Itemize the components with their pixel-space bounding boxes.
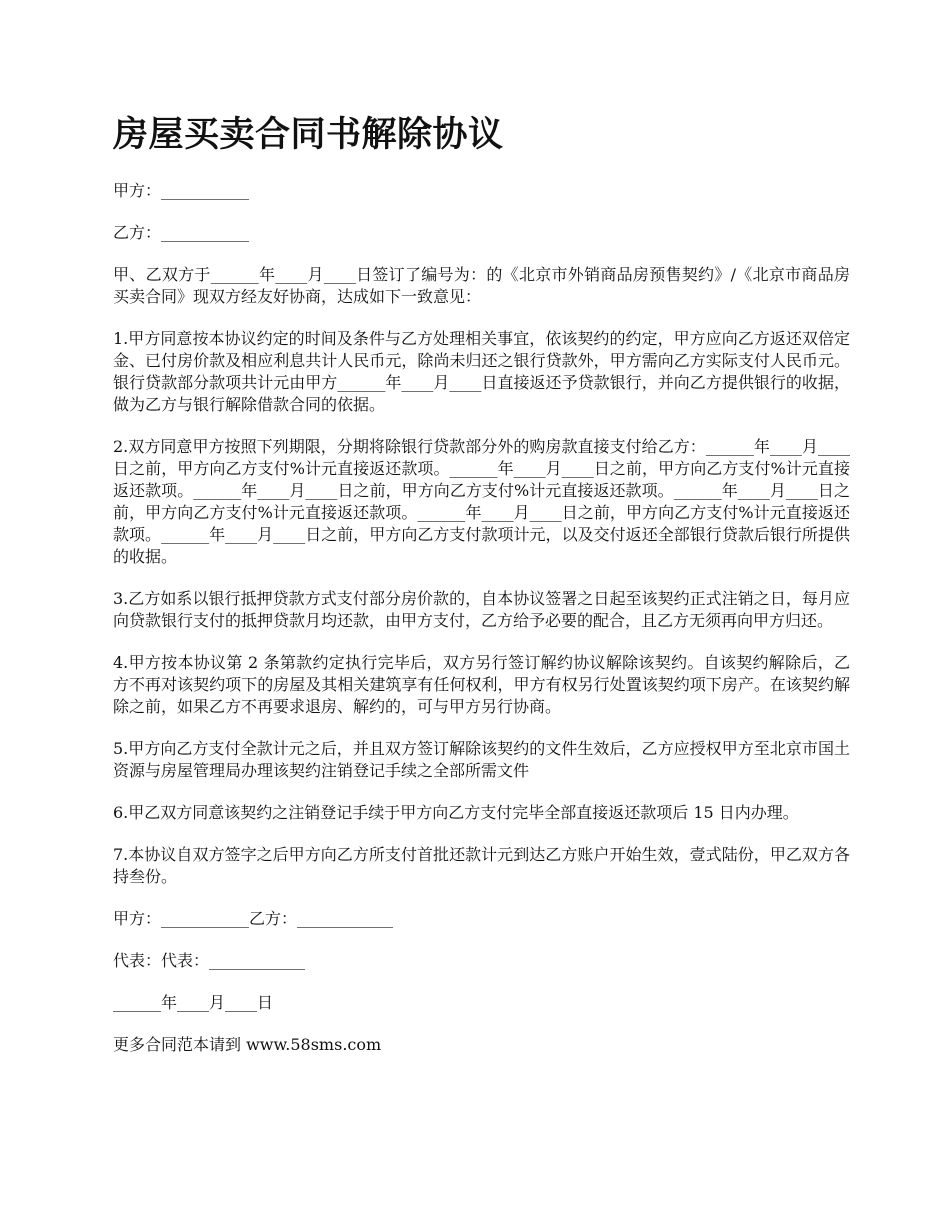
clause-1: 1.甲方同意按本协议约定的时间及条件与乙方处理相关事宜，依该契约的约定，甲方应向乙方返还双倍定金、已付房价款及相应利息共计人民币元，除尚未归还之银行贷款外，甲方需向乙方实际支付人民币元。银行贷款部分款项共计元由甲方______年____月____日直接返还予贷款银行，并向乙方提供银行的收据，做为乙方与银行解除借款合同的依据。 <box>113 329 850 414</box>
document-title: 房屋买卖合同书解除协议 <box>113 115 504 155</box>
intro-paragraph: 甲、乙双方于______年____月____日签订了编号为：的《北京市外销商品房预售契约》/《北京市商品房买卖合同》现双方经友好协商，达成如下一致意见： <box>113 265 850 306</box>
document-page <box>113 100 850 1076</box>
party-a-line: 甲方：___________ <box>113 181 250 200</box>
representative-line: 代表：代表：____________ <box>113 951 306 970</box>
clause-4: 4.甲方按本协议第 2 条第款约定执行完毕后，双方另行签订解约协议解除该契约。自该契约解除后，乙方不再对该契约项下的房屋及其相关建筑享有任何权利，甲方有权另行处置该契约项下房产。在该契约解除之前，如果乙方不再要求退房、解约的，可与甲方另行协商。 <box>113 653 850 716</box>
clause-5: 5.甲方向乙方支付全款计元之后，并且双方签订解除该契约的文件生效后，乙方应授权甲方至北京市国土资源与房屋管理局办理该契约注销登记手续之全部所需文件 <box>113 739 850 780</box>
party-b-line: 乙方：___________ <box>113 223 250 242</box>
clause-6: 6.甲乙双方同意该契约之注销登记手续于甲方向乙方支付完毕全部直接返还款项后 15 日内办理。 <box>113 803 799 822</box>
footer-link-text: 更多合同范本请到 www.58sms.com <box>113 1035 382 1054</box>
clause-7: 7.本协议自双方签字之后甲方向乙方所支付首批还款计元到达乙方账户开始生效，壹式陆份，甲乙双方各持叁份。 <box>113 845 850 886</box>
date-line: ______年____月____日 <box>113 993 274 1012</box>
clause-2: 2.双方同意甲方按照下列期限，分期将除银行贷款部分外的购房款直接支付给乙方：______年____月____日之前，甲方向乙方支付%计元直接返还款项。______年____月____日之前，甲方向乙方支付%计元直接返还款项。______年____月____日之前，甲方向乙方支付%计元直接返还款项。______年____月____日之前，甲方向乙方支付%计元直接返还款项。______年____月____日之前，甲方向乙方支付%计元直接返还款项。______年____月____日之前，甲方向乙方支付款项计元，以及交付返还全部银行贷款后银行所提供的收据。 <box>113 437 850 566</box>
signature-line: 甲方：___________乙方：____________ <box>113 909 394 928</box>
clause-3: 3.乙方如系以银行抵押贷款方式支付部分房价款的，自本协议签署之日起至该契约正式注销之日，每月应向贷款银行支付的抵押贷款月均还款，由甲方支付，乙方给予必要的配合，且乙方无须再向甲方归还。 <box>113 589 850 630</box>
